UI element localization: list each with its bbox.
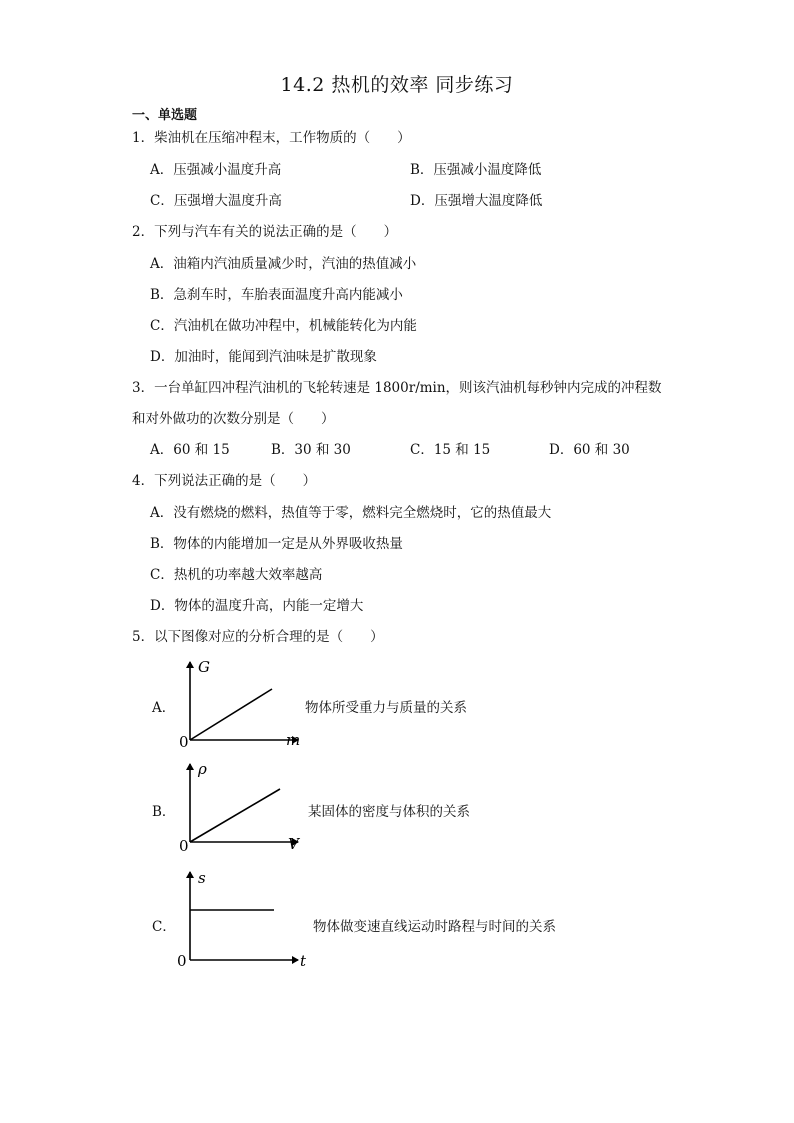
graph-a-origin: 0	[179, 733, 189, 751]
page-title: 14.2 热机的效率 同步练习	[280, 74, 514, 96]
graph-a	[170, 656, 310, 752]
graph-b-origin: 0	[179, 837, 189, 854]
question-3-stem-line-2: 和对外做功的次数分别是（ ）	[132, 411, 335, 427]
graph-b-line	[190, 789, 280, 842]
section-heading: 一、单选题	[132, 108, 198, 123]
question-4-stem: 4．下列说法正确的是（ ）	[132, 473, 317, 489]
graph-c-x-label: t	[300, 952, 307, 970]
question-3-option-c[interactable]: C．15 和 15	[410, 442, 491, 458]
graph-b	[170, 758, 310, 854]
graph-a-y-label: G	[198, 658, 210, 676]
graph-c	[170, 866, 320, 970]
graph-c-caption: 物体做变速直线运动时路程与时间的关系	[313, 919, 556, 935]
graph-b-x-label: V	[288, 835, 299, 853]
question-1-option-a[interactable]: A．压强减小温度升高	[150, 162, 282, 178]
question-3-option-a[interactable]: A．60 和 15	[150, 442, 230, 458]
graph-b-y-label: ρ	[198, 760, 207, 778]
graph-c-origin: 0	[177, 952, 187, 970]
question-2-stem: 2．下列与汽车有关的说法正确的是（ ）	[132, 224, 398, 240]
question-1-option-d[interactable]: D．压强增大温度降低	[410, 193, 543, 209]
question-2-option-c[interactable]: C．汽油机在做功冲程中，机械能转化为内能	[150, 318, 417, 334]
question-2-option-b[interactable]: B．急刹车时，车胎表面温度升高内能减小	[150, 287, 403, 303]
question-3-option-d[interactable]: D．60 和 30	[549, 442, 630, 458]
graph-a-line	[190, 689, 272, 740]
question-5-stem: 5．以下图像对应的分析合理的是（ ）	[132, 629, 384, 645]
question-1-stem: 1．柴油机在压缩冲程末，工作物质的（ ）	[132, 130, 411, 146]
graph-a-x-label: m	[286, 731, 301, 749]
question-4-option-b[interactable]: B．物体的内能增加一定是从外界吸收热量	[150, 536, 403, 552]
question-5-option-c-letter[interactable]: C．	[152, 919, 176, 935]
question-4-option-d[interactable]: D．物体的温度升高，内能一定增大	[150, 598, 364, 614]
question-3-option-b[interactable]: B．30 和 30	[271, 442, 351, 458]
graph-b-caption: 某固体的密度与体积的关系	[308, 804, 470, 820]
question-2-option-a[interactable]: A．油箱内汽油质量减少时，汽油的热值减小	[150, 256, 417, 272]
question-1-option-c[interactable]: C．压强增大温度升高	[150, 193, 282, 209]
question-1-option-b[interactable]: B．压强减小温度降低	[410, 162, 542, 178]
question-5-option-b-letter[interactable]: B．	[152, 804, 176, 820]
question-2-option-d[interactable]: D．加油时，能闻到汽油味是扩散现象	[150, 349, 377, 365]
question-3-stem-line-1: 3．一台单缸四冲程汽油机的飞轮转速是 1800r/min，则该汽油机每秒钟内完成的冲程数	[132, 380, 662, 396]
question-4-option-a[interactable]: A．没有燃烧的燃料，热值等于零，燃料完全燃烧时，它的热值最大	[150, 505, 552, 521]
graph-a-caption: 物体所受重力与质量的关系	[305, 700, 467, 716]
question-5-option-a-letter[interactable]: A．	[152, 700, 176, 716]
graph-c-y-label: s	[198, 869, 206, 887]
question-4-option-c[interactable]: C．热机的功率越大效率越高	[150, 567, 323, 583]
